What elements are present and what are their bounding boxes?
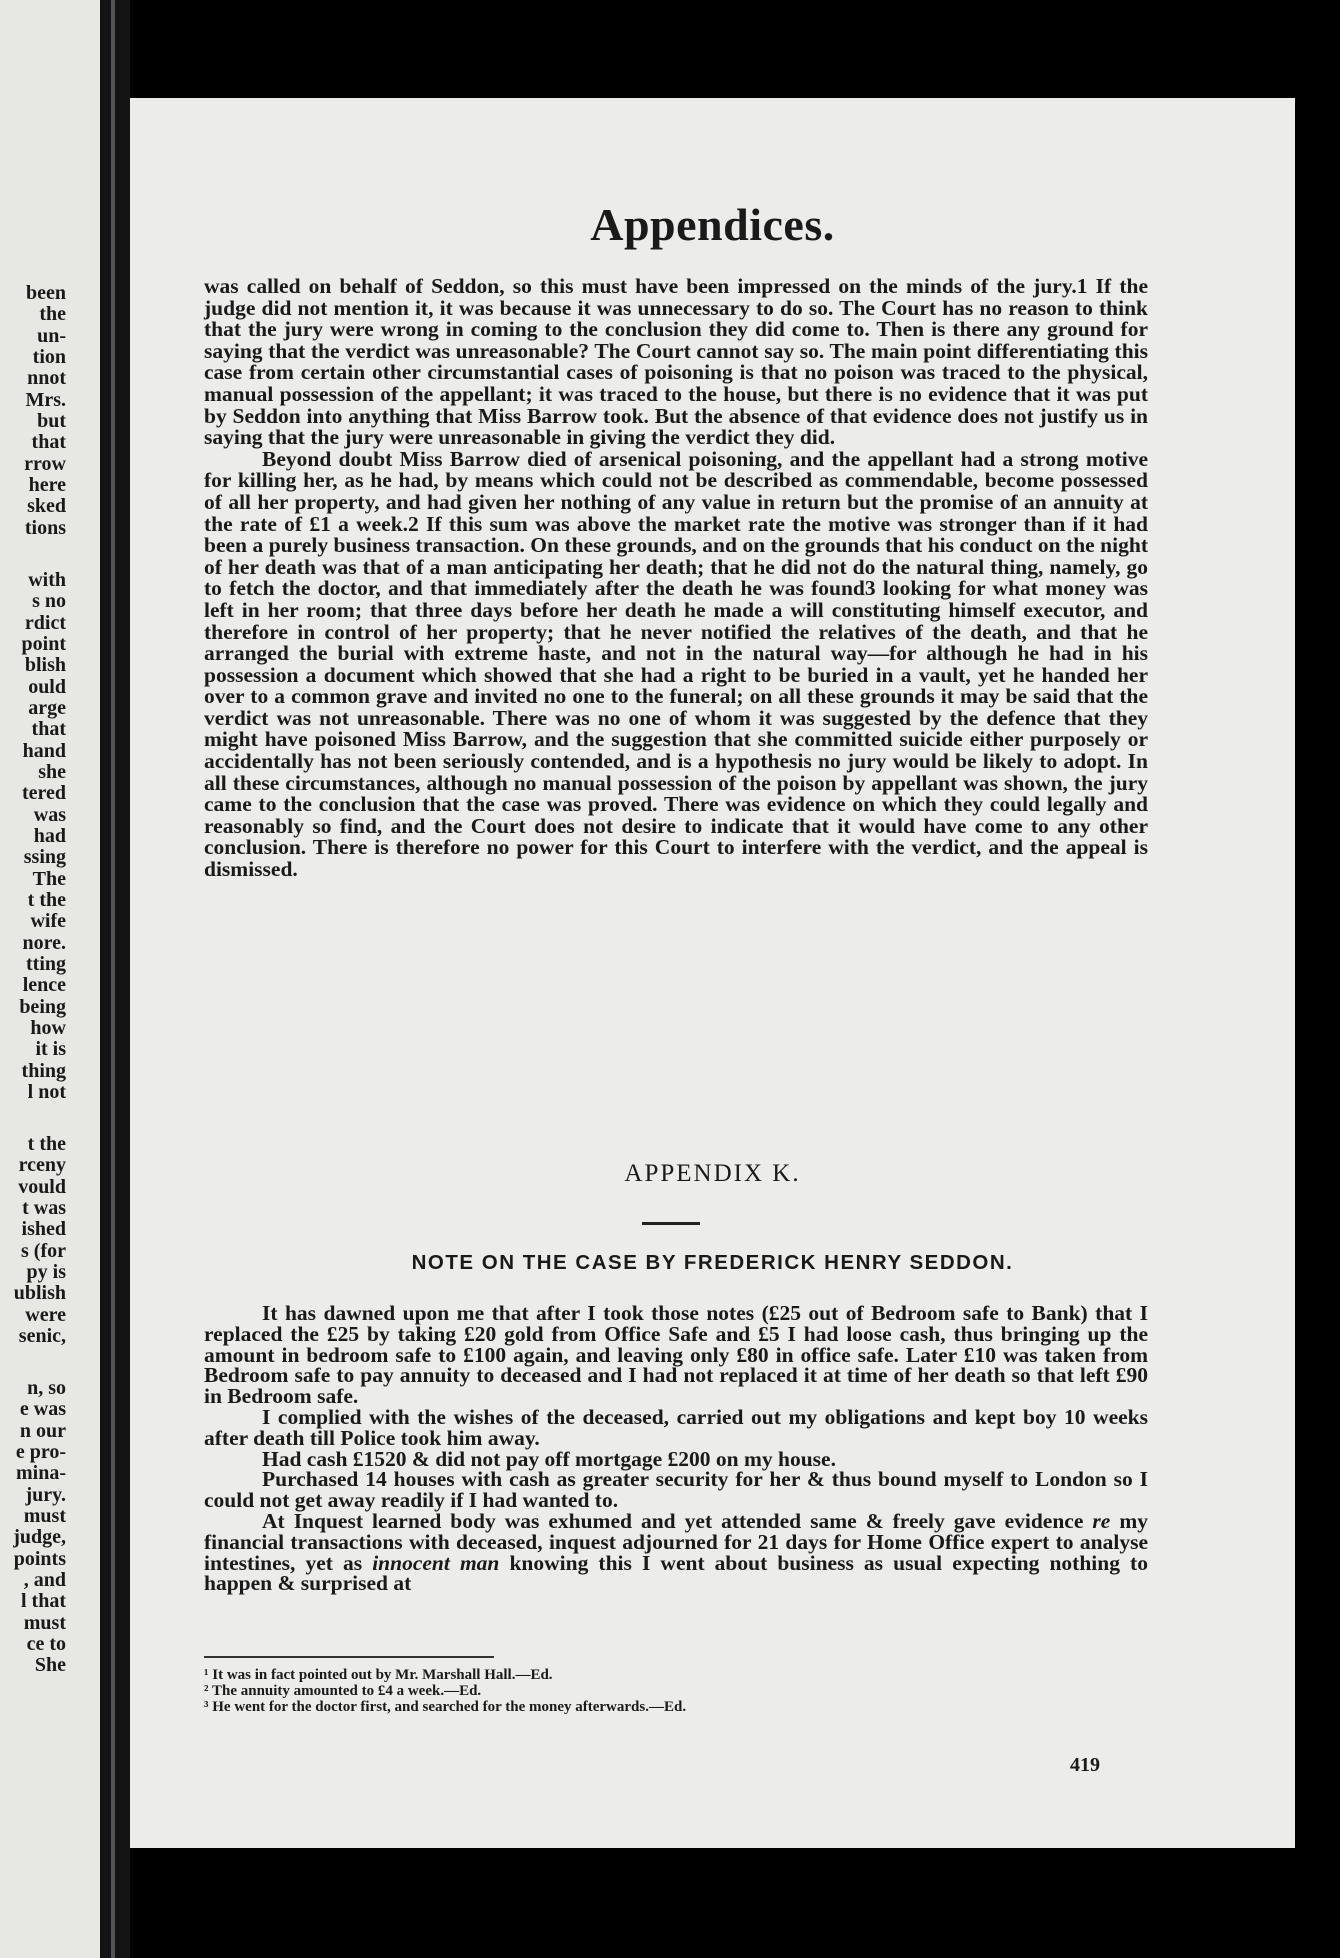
note-text: my financial transactions with deceased, inquest adjourned for 21 days for Home Office expert to analyse intestines, yet as <box>204 1508 1148 1575</box>
adjacent-page-line: how <box>30 1017 66 1039</box>
adjacent-page-line: that <box>31 431 66 453</box>
paragraph-2: Beyond doubt Miss Barrow died of arsenical poisoning, and the appellant had a strong motive for killing her, as he had, by means which could not be described as commendable, become possessed of all her property, and had given her nothing of any value in return but the promise of an annuity at the rate of £1 a week.2 If this sum was above the market rate the motive was stronger than if it had been a purely business transaction. On these grounds, and on the grounds that his conduct on the night of her death was that of a man anticipating her death; that he did not do the natural thing, namely, go to fetch the doctor, and that immediately after the death he was found3 looking for what money was left in her room; that three days before her death he made a will constituting himself executor, and therefore in control of her property; that he never notified the relatives of the death, and that he arranged the burial with extreme haste, and not in the natural way—for although he had in his possession a document which showed that she had a right to be buried in a vault, yet he handed her over to a common grave and invited no one to the funeral; on all these grounds it may be said that the verdict was not unreasonable. There was no one of whom it was suggested by the defence that they might have poisoned Miss Barrow, and the suggestion that she committed suicide either purposely or accidentally has not been seriously contended, and is a hypothesis no jury would be likely to adopt. In all these circumstances, although no manual possession of the poison by appellant was shown, the jury came to the conclusion that the case was proved. There was evidence on which they could legally and reasonably so find, and the Court does not desire to indicate that it would have come to any other conclusion. There is therefore no power for this Court to interfere with the verdict, and the appeal is dismissed. <box>204 446 1148 882</box>
adjacent-page-line: rceny <box>18 1154 66 1176</box>
adjacent-page-line: n our <box>19 1420 66 1442</box>
adjacent-page-line: s no <box>32 590 66 612</box>
page-number: 419 <box>1070 1754 1100 1776</box>
adjacent-page-line: , and <box>23 1569 66 1591</box>
adjacent-page-line: t the <box>27 1133 66 1155</box>
adjacent-page-line: tion <box>32 346 66 368</box>
adjacent-page-line: Mrs. <box>25 389 66 411</box>
note-paragraph: Had cash £1520 & did not pay off mortgage £200 on my house. <box>262 1446 836 1471</box>
appendix-title: APPENDIX K. <box>624 1160 801 1187</box>
adjacent-page-line: un- <box>37 325 66 347</box>
adjacent-page-line: point <box>21 633 66 655</box>
adjacent-page-line: that <box>31 718 66 740</box>
re-italic: re <box>1092 1508 1111 1533</box>
adjacent-page-line: judge, <box>13 1526 66 1548</box>
adjacent-page-line: sked <box>27 495 66 517</box>
adjacent-page-line: been <box>26 282 66 304</box>
innocent-man-italic: innocent man <box>372 1550 500 1575</box>
adjacent-page-line: nore. <box>22 932 66 954</box>
adjacent-page-line: s (for <box>21 1240 66 1262</box>
adjacent-page-line: l that <box>21 1590 66 1612</box>
adjacent-page-line: ished <box>21 1218 66 1240</box>
adjacent-page-line: lence <box>22 974 66 996</box>
judgment-text <box>204 276 1148 881</box>
note-text: knowing this I went about business as usual expecting nothing to happen & surprised at <box>204 1550 1148 1596</box>
adjacent-page-line: rrow <box>24 453 66 475</box>
adjacent-page-line: with <box>28 569 66 591</box>
adjacent-page-line: tting <box>26 953 66 975</box>
adjacent-page-line: tions <box>24 517 66 539</box>
adjacent-page-line: here <box>28 474 66 496</box>
adjacent-page-line: points <box>13 1548 66 1570</box>
adjacent-page-line: ssing <box>23 846 66 868</box>
adjacent-page-line: py is <box>26 1261 66 1283</box>
footnote-3: ³ He went for the doctor first, and searched for the money afterwards.—Ed. <box>204 1699 687 1715</box>
adjacent-page-line: was <box>33 804 66 826</box>
adjacent-page-line: she <box>38 761 66 783</box>
adjacent-page-line: the <box>39 303 66 325</box>
adjacent-page-line: had <box>33 825 66 847</box>
footnotes <box>204 1667 1104 1715</box>
adjacent-page-line: mina- <box>16 1462 66 1484</box>
footnote-1: ¹ It was in fact pointed out by Mr. Marshall Hall.—Ed. <box>204 1667 553 1683</box>
paragraph-1: was called on behalf of Seddon, so this must have been impressed on the minds of the jury.1 If the judge did not mention it, it was because it was unnecessary to do so. The Court has no reason to think that the jury were wrong in coming to the conclusion they did come to. Then is there any ground for saying that the verdict was unreasonable? The Court cannot say so. The main point differentiating this case from certain other circumstantial cases of poisoning is that no poison was traced to the physical, manual possession of the appellant; it was traced to the house, but there is no evidence that it was put by Seddon into anything that Miss Barrow took. But the absence of that evidence does not justify us in saying that the jury were unreasonable in giving the verdict they did. <box>204 274 1148 450</box>
running-head: Appendices. <box>590 199 835 250</box>
footnote-rule <box>204 1656 494 1658</box>
note-title: NOTE ON THE CASE BY FREDERICK HENRY SEDDON. <box>411 1251 1014 1274</box>
adjacent-page-line: rdict <box>24 612 66 634</box>
note-paragraph: It has dawned upon me that after I took those notes (£25 out of Bedroom safe to Bank) that I replaced the £25 by taking £20 gold from Office Safe and £5 I had loose cash, thus bringing up the amount in bedroom safe to £100 again, and leaving only £80 in office safe. Later £10 was taken from Bedroom safe to pay annuity to deceased and I had not replaced it at time of her death so that left £90 in Bedroom safe. <box>204 1301 1148 1409</box>
adjacent-page-line: e was <box>19 1398 66 1420</box>
book-gutter <box>100 0 130 1958</box>
adjacent-page-line: tered <box>21 782 66 804</box>
seddon-note <box>204 1303 1148 1594</box>
title-rule <box>642 1222 700 1225</box>
adjacent-page-line: must <box>23 1612 66 1634</box>
adjacent-page-line: t was <box>22 1197 66 1219</box>
adjacent-page-line: vould <box>18 1176 66 1198</box>
adjacent-page-line: nnot <box>27 367 66 389</box>
adjacent-page-line: She <box>34 1654 66 1676</box>
footnote-2: ² The annuity amounted to £4 a week.—Ed. <box>204 1683 482 1699</box>
adjacent-page <box>0 0 100 1958</box>
adjacent-page-line: being <box>19 996 66 1018</box>
note-paragraph: I complied with the wishes of the deceased, carried out my obligations and kept boy 10 weeks after death till Police took him away. <box>204 1404 1148 1450</box>
adjacent-page-line: it is <box>35 1038 66 1060</box>
adjacent-page-line: jury. <box>25 1484 66 1506</box>
adjacent-page-line: ce to <box>26 1633 66 1655</box>
note-text: At Inquest learned body was exhumed and yet attended same & freely gave evidence <box>262 1508 1093 1533</box>
adjacent-page-line: e pro- <box>15 1441 66 1463</box>
adjacent-page-line: but <box>37 410 66 432</box>
adjacent-page-line: arge <box>28 697 66 719</box>
adjacent-page-line: wife <box>30 910 66 932</box>
adjacent-page-line: must <box>23 1505 66 1527</box>
adjacent-page-line: hand <box>22 740 66 762</box>
adjacent-page-line: senic, <box>18 1325 66 1347</box>
gutter-highlight <box>111 0 115 1958</box>
book-page <box>130 98 1295 1848</box>
adjacent-page-line: t the <box>27 889 66 911</box>
adjacent-page-line: ublish <box>13 1282 66 1304</box>
note-paragraph-inquest <box>204 1508 1148 1596</box>
adjacent-page-line: The <box>32 868 66 890</box>
note-paragraph: Purchased 14 houses with cash as greater security for her & thus bound myself to London so I could not get away readily if I had wanted to. <box>204 1467 1148 1513</box>
adjacent-page-line: were <box>25 1304 66 1326</box>
adjacent-page-line: blish <box>24 654 66 676</box>
adjacent-page-line: ould <box>28 676 66 698</box>
adjacent-page-line: thing <box>21 1060 66 1082</box>
adjacent-page-line: n, so <box>27 1377 66 1399</box>
adjacent-page-line: l not <box>27 1081 66 1103</box>
